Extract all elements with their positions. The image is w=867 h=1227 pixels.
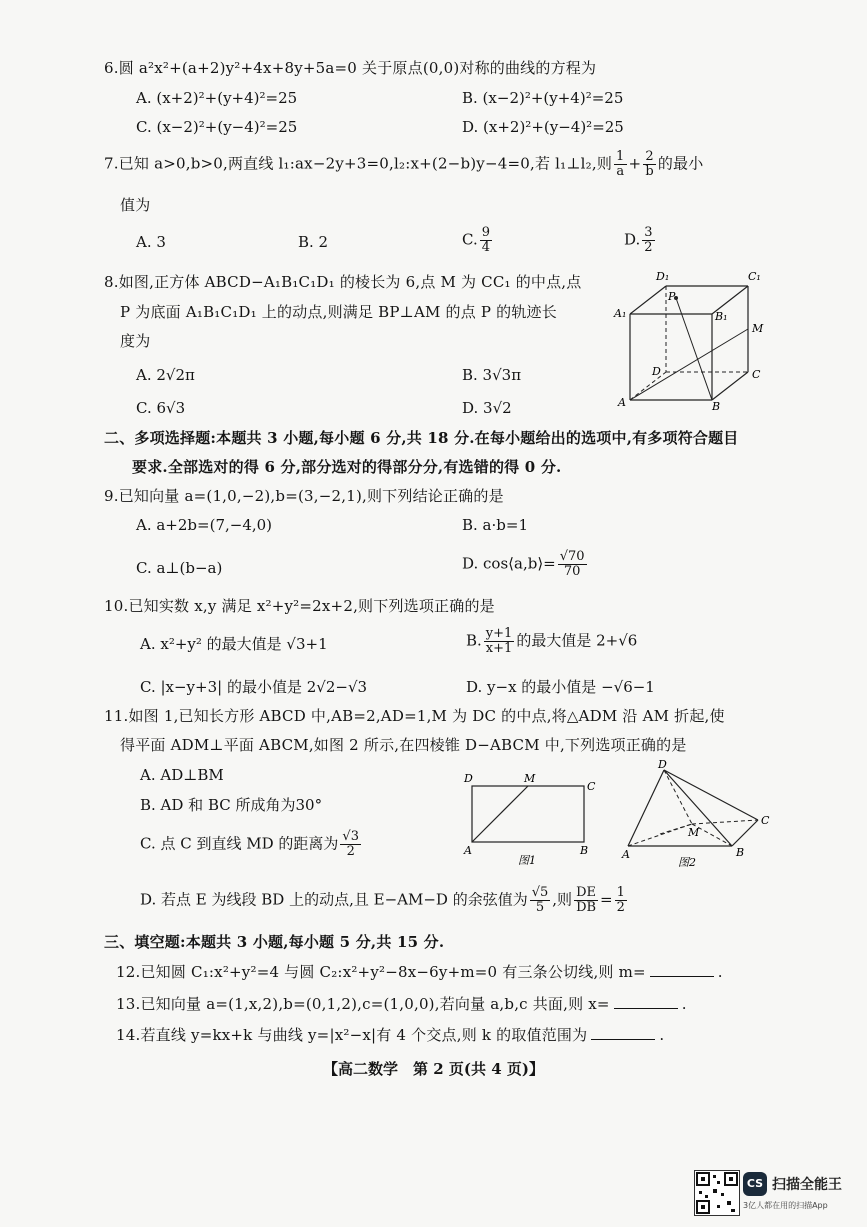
q9-stem: 9.已知向量 a=(1,0,−2),b=(3,−2,1),则下列结论正确的是 bbox=[104, 487, 504, 505]
q12-answer-blank[interactable] bbox=[650, 962, 714, 977]
q6-option-a: A. (x+2)²+(y+4)²=25 bbox=[136, 89, 298, 107]
option-label: C. bbox=[462, 230, 478, 249]
q8-stem-line1: 8.如图,正方体 ABCD−A₁B₁C₁D₁ 的棱长为 6,点 M 为 CC₁ 的中点,点 bbox=[104, 273, 582, 291]
option-text: D. 若点 E 为线段 BD 上的动点,且 E−AM−D 的余弦值为 bbox=[140, 890, 528, 909]
frac-numerator: 2 bbox=[643, 150, 656, 165]
q9-option-d bbox=[462, 550, 589, 579]
section-2-heading: 二、多项选择题:本题共 3 小题,每小题 6 分,共 18 分.在每小题给出的选项中,有多项符合题目 bbox=[104, 429, 739, 447]
q13-period: . bbox=[681, 995, 687, 1013]
fig1-caption: 图1 bbox=[518, 854, 536, 867]
frac-denominator: a bbox=[616, 164, 625, 179]
q11-figure-1 bbox=[460, 768, 600, 868]
q8-stem-line3: 度为 bbox=[120, 332, 151, 350]
q12-period: . bbox=[717, 963, 723, 981]
q9-option-c: C. a⊥(b−a) bbox=[136, 559, 223, 577]
fig1-label-a: A bbox=[464, 844, 472, 857]
label-d: D bbox=[652, 365, 661, 378]
q10-b-frac bbox=[484, 627, 515, 656]
scanner-app-name: 扫描全能王 bbox=[772, 1177, 842, 1193]
page-footer: 【高二数学 第 2 页(共 4 页)】 bbox=[323, 1060, 544, 1078]
q11-option-c bbox=[140, 830, 363, 859]
q8-cube-figure bbox=[612, 262, 772, 412]
q10-option-c: C. |x−y+3| 的最小值是 2√2−√3 bbox=[140, 678, 368, 696]
q7-option-d bbox=[624, 226, 657, 255]
label-b: B bbox=[712, 400, 721, 412]
q13-answer-blank[interactable] bbox=[614, 994, 678, 1009]
frac-numerator: 9 bbox=[481, 225, 490, 240]
q14-answer-blank[interactable] bbox=[591, 1025, 655, 1040]
frac-denominator: 4 bbox=[481, 240, 490, 255]
q11-stem-line2: 得平面 ADM⊥平面 ABCM,如图 2 所示,在四棱锥 D−ABCM 中,下列选项正确的是 bbox=[120, 736, 687, 754]
option-text: = bbox=[600, 890, 613, 909]
q6-option-d: D. (x+2)²+(y−4)²=25 bbox=[462, 118, 624, 136]
option-text: ,则 bbox=[552, 890, 573, 909]
frac-numerator: 1 bbox=[616, 885, 625, 900]
q7-stem-cont: 值为 bbox=[120, 196, 151, 214]
q12-text: 12.已知圆 C₁:x²+y²=4 与圆 C₂:x²+y²−8x−6y+m=0 有三条公切线,则 m= bbox=[116, 963, 646, 981]
label-a: A bbox=[618, 396, 626, 409]
frac-denominator: 2 bbox=[616, 900, 625, 915]
q7-stem-text: 7.已知 a>0,b>0,两直线 l₁:ax−2y+3=0,l₂:x+(2−b)y−4=0,若 l₁⊥l₂,则 bbox=[104, 154, 613, 173]
fig2-label-d: D bbox=[658, 758, 667, 771]
option-tail: 的最大值是 2+√6 bbox=[516, 631, 638, 650]
frac-denominator: 5 bbox=[535, 900, 545, 915]
frac-numerator: 1 bbox=[616, 149, 625, 164]
q10-option-d: D. y−x 的最小值是 −√6−1 bbox=[466, 678, 655, 696]
q14-line bbox=[116, 1025, 664, 1045]
q11-d-frac-2 bbox=[574, 886, 598, 915]
q11-option-d bbox=[140, 886, 629, 915]
option-label: D. bbox=[624, 230, 641, 249]
fig2-caption: 图2 bbox=[678, 856, 696, 869]
q10-option-a: A. x²+y² 的最大值是 √3+1 bbox=[140, 635, 328, 653]
label-a1: A₁ bbox=[614, 307, 627, 320]
q8-stem-line2: P 为底面 A₁B₁C₁D₁ 上的动点,则满足 BP⊥AM 的点 P 的轨迹长 bbox=[120, 303, 557, 321]
q9-d-frac bbox=[558, 550, 587, 579]
q7-frac-1-over-a bbox=[614, 150, 626, 179]
label-d1: D₁ bbox=[656, 270, 670, 283]
fig2-label-m: M bbox=[688, 826, 700, 839]
frac-numerator: 3 bbox=[644, 225, 653, 240]
q7-stem-tail: 的最小 bbox=[657, 154, 704, 173]
q8-option-d: D. 3√2 bbox=[462, 399, 512, 417]
q7-option-c bbox=[462, 226, 494, 255]
frac-denominator: b bbox=[645, 164, 654, 179]
q6-option-c: C. (x−2)²+(y−4)²=25 bbox=[136, 118, 298, 136]
fig1-label-m: M bbox=[524, 772, 536, 785]
q8-option-b: B. 3√3π bbox=[462, 366, 522, 384]
q6-stem: 6.圆 a²x²+(a+2)y²+4x+8y+5a=0 关于原点(0,0)对称的曲线的方程为 bbox=[104, 59, 597, 77]
q13-text: 13.已知向量 a=(1,x,2),b=(0,1,2),c=(1,0,0),若向量 a,b,c 共面,则 x= bbox=[116, 995, 610, 1013]
q7-d-frac bbox=[642, 226, 654, 255]
label-b1: B₁ bbox=[715, 310, 728, 323]
fig2-label-c: C bbox=[761, 814, 770, 827]
label-c1: C₁ bbox=[748, 270, 761, 283]
qr-code-icon bbox=[694, 1170, 740, 1216]
q9-option-b: B. a·b=1 bbox=[462, 516, 528, 534]
option-label: C. 点 C 到直线 MD 的距离为 bbox=[140, 834, 339, 853]
q10-option-b bbox=[466, 627, 637, 656]
section-2-heading-cont: 要求.全部选对的得 6 分,部分选对的得部分分,有选错的得 0 分. bbox=[132, 458, 562, 476]
q11-figure-2 bbox=[620, 758, 780, 870]
option-label: D. cos⟨a,b⟩= bbox=[462, 554, 556, 573]
q14-period: . bbox=[659, 1026, 665, 1044]
frac-numerator: DE bbox=[574, 886, 598, 901]
frac-numerator: √5 bbox=[531, 885, 549, 900]
frac-denominator: 70 bbox=[563, 564, 581, 579]
q8-option-a: A. 2√2π bbox=[136, 366, 195, 384]
q7-c-frac bbox=[480, 226, 492, 255]
label-c: C bbox=[752, 368, 761, 381]
plus-sign: + bbox=[628, 154, 642, 173]
fig1-label-d: D bbox=[464, 772, 473, 785]
fig1-label-c: C bbox=[587, 780, 596, 793]
label-p: P bbox=[668, 290, 676, 303]
q10-stem: 10.已知实数 x,y 满足 x²+y²=2x+2,则下列选项正确的是 bbox=[104, 597, 495, 615]
frac-numerator: √70 bbox=[559, 549, 585, 564]
scanner-tagline: 3亿人都在用的扫描App bbox=[743, 1201, 828, 1210]
q12-line bbox=[116, 962, 723, 982]
q13-line bbox=[116, 994, 687, 1014]
option-label: B. bbox=[466, 631, 482, 650]
q8-option-c: C. 6√3 bbox=[136, 399, 186, 417]
q11-d-frac-3 bbox=[615, 886, 627, 915]
section-3-heading: 三、填空题:本题共 3 小题,每小题 5 分,共 15 分. bbox=[104, 933, 445, 951]
frac-numerator: y+1 bbox=[485, 626, 513, 641]
q11-stem-line1: 11.如图 1,已知长方形 ABCD 中,AB=2,AD=1,M 为 DC 的中点,将△ADM 沿 AM 折起,使 bbox=[104, 707, 725, 725]
q11-option-b: B. AD 和 BC 所成角为30° bbox=[140, 796, 323, 814]
q7-option-a: A. 3 bbox=[136, 233, 166, 251]
frac-denominator: 2 bbox=[346, 844, 355, 859]
frac-denominator: 2 bbox=[644, 240, 653, 255]
q11-option-a: A. AD⊥BM bbox=[140, 766, 224, 784]
camscanner-logo-icon: CS bbox=[743, 1172, 767, 1196]
q9-option-a: A. a+2b=(7,−4,0) bbox=[136, 516, 273, 534]
frac-numerator: √3 bbox=[342, 829, 359, 844]
fig2-label-b: B bbox=[736, 846, 745, 859]
fig2-label-a: A bbox=[622, 848, 630, 861]
q7-stem bbox=[104, 150, 703, 179]
frac-denominator: DB bbox=[576, 900, 597, 915]
q7-frac-2-over-b bbox=[643, 150, 656, 179]
frac-denominator: x+1 bbox=[485, 641, 513, 656]
q6-option-b: B. (x−2)²+(y+4)²=25 bbox=[462, 89, 624, 107]
q7-option-b: B. 2 bbox=[298, 233, 329, 251]
q11-d-frac-1 bbox=[530, 886, 551, 915]
q14-text: 14.若直线 y=kx+k 与曲线 y=|x²−x|有 4 个交点,则 k 的取值范围为 bbox=[116, 1026, 588, 1044]
fig1-label-b: B bbox=[580, 844, 589, 857]
q11-c-frac bbox=[340, 830, 361, 859]
label-m: M bbox=[752, 322, 764, 335]
